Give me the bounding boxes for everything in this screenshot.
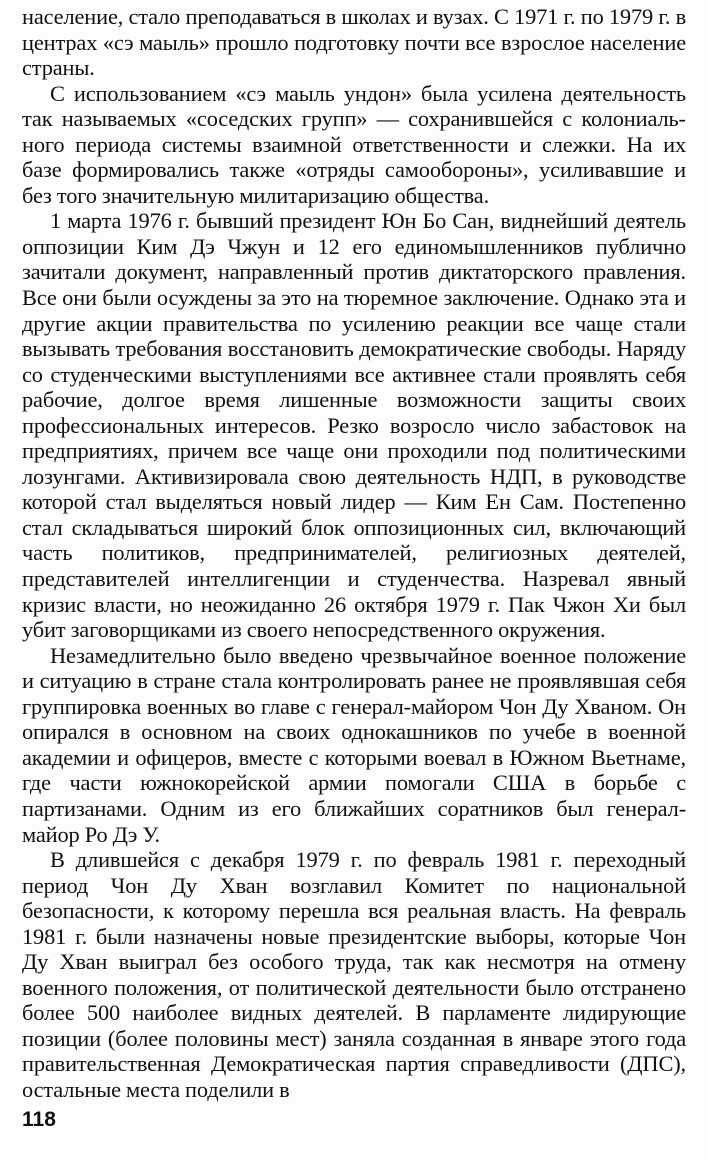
page-number: 118 (22, 1108, 56, 1131)
paragraph-2: С использованием «сэ маыль ундон» была усилена деятельность так называемых «соседских групп» — сохранившейся с колониального периода системы взаимной ответственности и слежки. На их базе формировались также «отряды самообороны», усиливавшие и без того значительную милитаризацию общества. (22, 80, 686, 208)
paragraph-5: В длившейся с декабря 1979 г. по февраль 1981 г. переходный период Чон Ду Хван возглавил Комитет по национальной безопасности, к которому перешла вся реальная власть. На февраль 1981 г. были назначены новые президентские выборы, которые Чон Ду Хван выиграл без особого труда, так как несмотря на отмену военного положения, от политической деятельности было отстранено более 500 наиболее видных деятелей. В парламенте лидирующие позиции (более половины мест) заняла созданная в январе этого года правительственная Демократическая партия справедливости (ДПС), остальные места поделили в (22, 847, 686, 1102)
paragraph-4: Незамедлительно было введено чрезвычайное военное положение и ситуацию в стране стала контролировать ранее не проявлявшая себя группировка военных во главе с генерал-майором Чон Ду Хваном. Он опирался в основном на своих однокашников по учебе в военной академии и офицеров, вместе с которыми воевал в Южном Вьетнаме, где части южнокорейской армии помогали США в борьбе с партизанами. Одним из его ближайших соратников был генерал-майор Ро Дэ У. (22, 642, 686, 847)
body-text (22, 4, 686, 1103)
paragraph-1: население, стало преподаваться в школах и вузах. С 1971 г. по 1979 г. в центрах «сэ маыль» прошло подготовку почти все взрослое население страны. (22, 4, 686, 81)
paragraph-3: 1 марта 1976 г. бывший президент Юн Бо Сан, виднейший деятель оппозиции Ким Дэ Чжун и 12 его единомышленников публично зачитали документ, направленный против диктаторского правления. Все они были осуждены за это на тюремное заключение. Однако эта и другие акции правительства по усилению реакции все чаще стали вызывать требования восстановить демократические свободы. Наряду со студенческими выступлениями все активнее стали проявлять себя рабочие, долгое время лишенные возможности защиты своих профессиональных интересов. Резко возросло число забастовок на предприятиях, причем все чаще они проходили под политическими лозунгами. Активизировала свою деятельность НДП, в руководстве которой стал выделяться новый лидер — Ким Ен Сам. Постепенно стал складываться широкий блок оппозиционных сил, включающий часть политиков, предпринимателей, религиозных деятелей, представителей интеллигенции и студенчества. Назревал явный кризис власти, но неожиданно 26 октября 1979 г. Пак Чжон Хи был убит заговорщиками из своего непосредственного окружения. (22, 208, 686, 643)
